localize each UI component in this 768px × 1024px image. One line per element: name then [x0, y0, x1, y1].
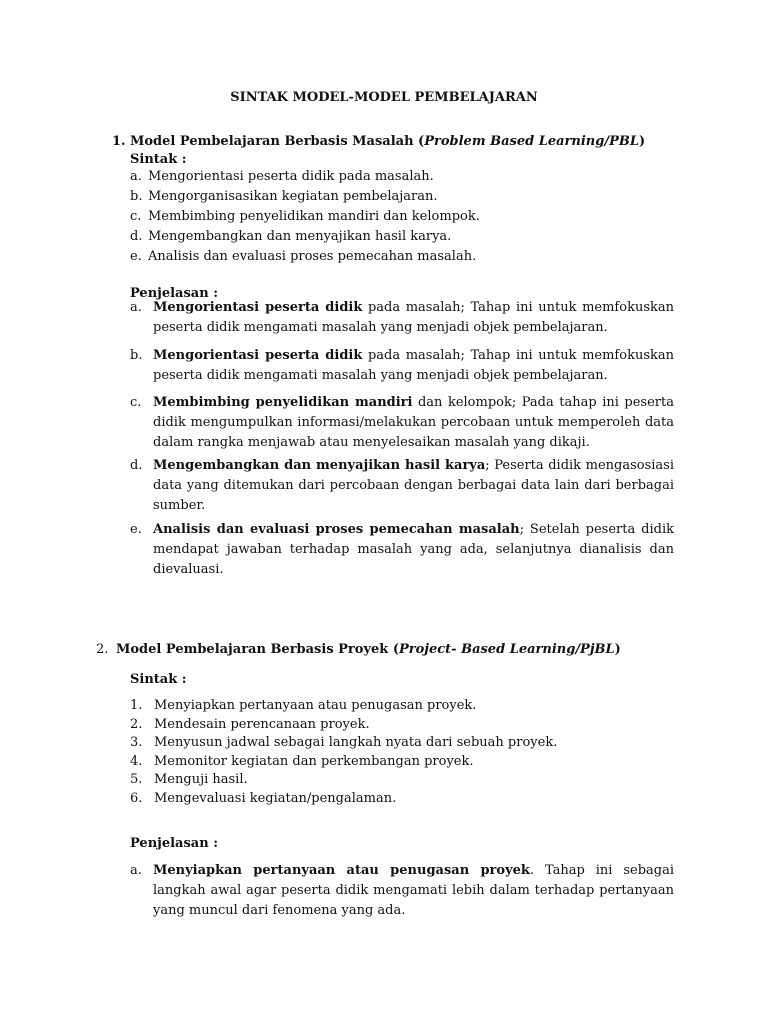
list-item-text: Mengevaluasi kegiatan/pengalaman. [154, 790, 397, 806]
explanation-label: d. [130, 458, 143, 473]
section2-heading-italic: Project- Based Learning/PjBL [398, 642, 615, 657]
list-item-label: 5. [130, 772, 143, 788]
section2-explanation-a [130, 861, 674, 921]
list-item-text: Mengorientasi peserta didik pada masalah. [148, 169, 434, 184]
list-item-text: Mengorganisasikan kegiatan pembelajaran. [148, 189, 438, 204]
list-item-text: Mengembangkan dan menyajikan hasil karya. [148, 229, 452, 244]
explanation-label: b. [130, 348, 143, 363]
explanation-label: a. [130, 300, 142, 315]
section1-explanation-d [130, 456, 674, 516]
list-item-label: 1. [130, 698, 143, 713]
list-item [130, 167, 480, 187]
explanation-rest: . Tahap ini sebagai langkah awal agar peserta didik mengamati lebih dalam terhadap pertanyaan yang muncul dari fenomena yang ada. [153, 863, 674, 918]
section1-heading-suffix: ) [638, 134, 646, 149]
list-item [130, 696, 557, 715]
section1-explanation-e [130, 520, 674, 580]
list-item-label: 6. [130, 790, 143, 806]
explanation-text [153, 393, 674, 453]
list-item [130, 247, 480, 267]
explanation-rest: pada masalah; Tahap ini untuk memfokuskan peserta didik mengamati masalah yang menjadi objek pembelajaran. [153, 348, 674, 383]
section1-penjelasan-label: Penjelasan : [130, 286, 219, 301]
explanation-text [153, 298, 674, 338]
section1-explanation-b [130, 346, 674, 386]
document-title: SINTAK MODEL-MODEL PEMBELAJARAN [230, 90, 538, 105]
explanation-text [153, 346, 674, 386]
list-item-text: Menguji hasil. [154, 772, 248, 788]
list-item [130, 207, 480, 227]
list-item-text: Analisis dan evaluasi proses pemecahan masalah. [148, 249, 477, 264]
explanation-text [153, 520, 674, 580]
section1-heading [112, 132, 645, 152]
section2-sintak-label: Sintak : [130, 672, 187, 687]
list-item-text: Mendesain perencanaan proyek. [154, 716, 370, 732]
section1-sintak-label: Sintak : [130, 152, 187, 167]
section2-heading-suffix: ) [614, 642, 621, 657]
explanation-text [153, 456, 674, 516]
list-item-label: 4. [130, 753, 143, 769]
list-item-label: a. [130, 169, 142, 184]
explanation-label: c. [130, 395, 142, 410]
list-item [130, 733, 557, 752]
list-item [130, 789, 557, 808]
section1-number: 1. [112, 134, 126, 149]
list-item [130, 715, 557, 734]
list-item-label: c. [130, 209, 142, 224]
explanation-label: e. [130, 522, 142, 537]
explanation-rest: ; Peserta didik mengasosiasi data yang ditemukan dari percobaan dengan berbagai data lain dari berbagai sumber. [153, 458, 674, 513]
list-item-label: b. [130, 189, 143, 204]
list-item [130, 187, 480, 207]
section2-heading [96, 640, 621, 660]
list-item-text: Membimbing penyelidikan mandiri dan kelompok. [148, 209, 480, 224]
list-item-label: d. [130, 229, 143, 244]
list-item-label: 3. [130, 735, 143, 751]
list-item [130, 770, 557, 789]
section2-heading-prefix: Model Pembelajaran Berbasis Proyek ( [116, 642, 399, 657]
explanation-rest: ; Setelah peserta didik mendapat jawaban terhadap masalah yang ada, selanjutnya dianalisis dan dievaluasi. [153, 522, 674, 577]
explanation-bold: Membimbing penyelidikan mandiri [153, 395, 413, 410]
list-item-text: Menyiapkan pertanyaan atau penugasan proyek. [154, 698, 477, 713]
section1-heading-italic: Problem Based Learning/PBL [424, 134, 639, 149]
section1-steps-list [130, 167, 480, 267]
explanation-bold: Menyiapkan pertanyaan atau penugasan proyek [153, 863, 530, 878]
explanation-text [153, 861, 674, 921]
explanation-bold: Mengorientasi peserta didik [153, 300, 363, 315]
explanation-bold: Analisis dan evaluasi proses pemecahan masalah [153, 522, 520, 537]
explanation-bold: Mengembangkan dan menyajikan hasil karya [153, 458, 486, 473]
section2-number: 2. [96, 642, 109, 657]
explanation-label: a. [130, 863, 142, 878]
list-item-text: Menyusun jadwal sebagai langkah nyata dari sebuah proyek. [154, 735, 558, 751]
section1-heading-prefix: Model Pembelajaran Berbasis Masalah ( [130, 134, 425, 149]
list-item-label: 2. [130, 716, 143, 732]
explanation-rest: pada masalah; Tahap ini untuk memfokuskan peserta didik mengamati masalah yang menjadi objek pembelajaran. [153, 300, 674, 335]
list-item-text: Memonitor kegiatan dan perkembangan proyek. [154, 753, 474, 769]
section2-steps-list [130, 696, 557, 808]
explanation-bold: Mengorientasi peserta didik [153, 348, 363, 363]
list-item [130, 752, 557, 771]
section1-explanation-a [130, 298, 674, 338]
list-item-label: e. [130, 249, 142, 264]
list-item [130, 227, 480, 247]
section1-explanation-c [130, 393, 674, 453]
explanation-rest: dan kelompok; Pada tahap ini peserta didik mengumpulkan informasi/melakukan percobaan untuk memperoleh data dalam rangka menjawab atau menyelesaikan masalah yang dikaji. [153, 395, 674, 450]
section2-penjelasan-label: Penjelasan : [130, 836, 219, 851]
